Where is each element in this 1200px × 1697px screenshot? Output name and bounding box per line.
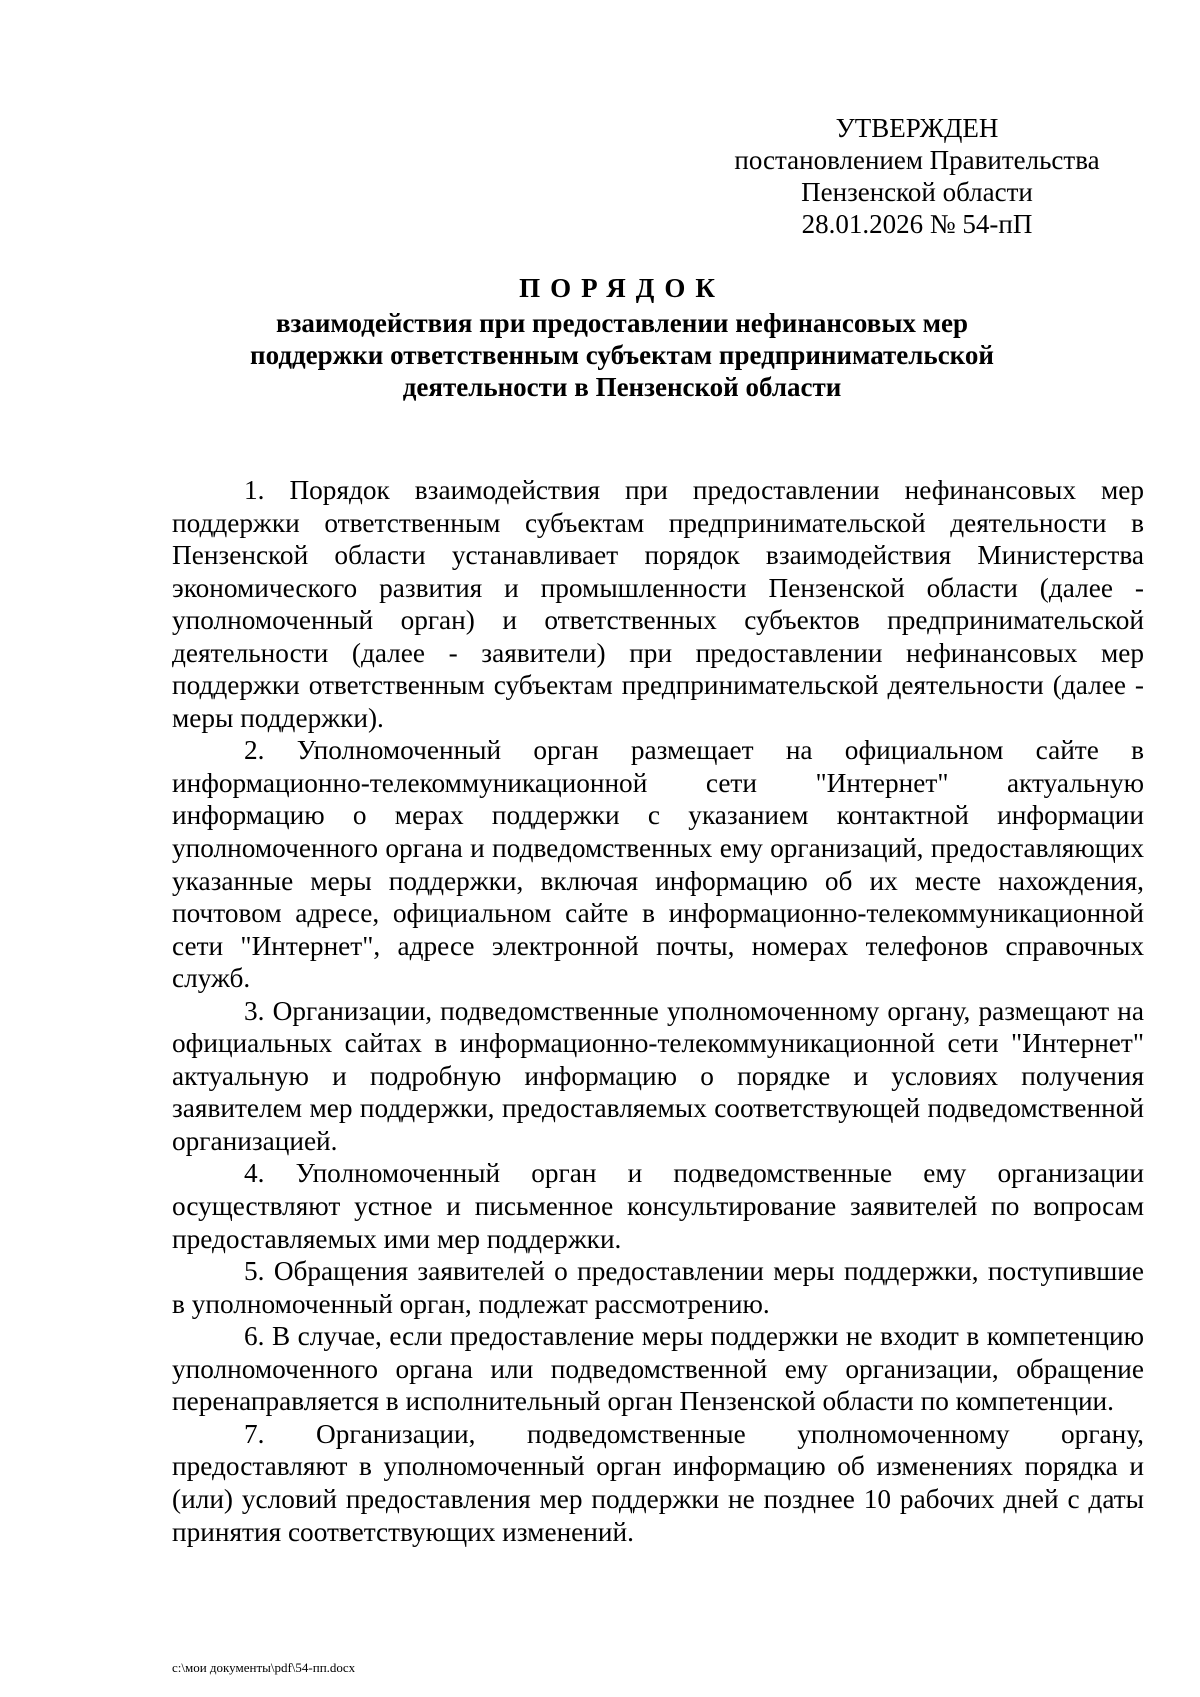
paragraph-2: 2. Уполномоченный орган размещает на официальном сайте в информационно-телекоммуникационной сети "Интернет" актуальную информацию о мерах поддержки с указанием контактной информации уполномоченного органа и подведомственных ему организаций, предоставляющих указанные меры поддержки, включая информацию об их месте нахождения, почтовом адресе, официальном сайте в информационно-телекоммуникационной сети "Интернет", адресе электронной почты, номерах телефонов справочных служб.	[172, 735, 1144, 994]
title-line-1: взаимодействия при предоставлении нефинансовых мер	[275, 308, 969, 338]
approval-region: Пензенской области	[801, 177, 1033, 207]
file-path-footer: c:\мои документы\pdf\54-пп.docx	[172, 1660, 356, 1675]
title-line-3: деятельности в Пензенской области	[402, 372, 842, 402]
document-body	[172, 474, 1144, 1548]
document-title	[172, 272, 1072, 403]
paragraph-5: 5. Обращения заявителей о предоставлении меры поддержки, поступившие в уполномоченный орган, подлежат рассмотрению.	[172, 1256, 1144, 1319]
approval-heading: УТВЕРЖДЕН	[835, 113, 999, 143]
paragraph-4: 4. Уполномоченный орган и подведомственные ему организации осуществляют устное и письменное консультирование заявителей по вопросам предоставляемых ими мер поддержки.	[172, 1158, 1144, 1254]
paragraph-3: 3. Организации, подведомственные уполномоченному органу, размещают на официальных сайтах в информационно-телекоммуникационной сети "Интернет" актуальную и подробную информацию о порядке и условиях получения заявителем мер поддержки, предоставляемых соответствующей подведомственной организацией.	[172, 995, 1144, 1156]
paragraph-6: 6. В случае, если предоставление меры поддержки не входит в компетенцию уполномоченного органа или подведомственной ему организации, обращение перенаправляется в исполнительный орган Пензенской области по компетенции.	[172, 1321, 1144, 1417]
approval-authority: постановлением Правительства	[734, 145, 1100, 175]
approval-date-number: 28.01.2026 № 54-пП	[801, 209, 1033, 239]
paragraph-1: 1. Порядок взаимодействия при предоставлении нефинансовых мер поддержки ответственным субъектам предпринимательской деятельности в Пензенской области устанавливает порядок взаимодействия Министерства экономического развития и промышленности Пензенской области (далее - уполномоченный орган) и ответственных субъектов предпринимательской деятельности (далее - заявители) при предоставлении нефинансовых мер поддержки ответственным субъектам предпринимательской деятельности (далее - меры поддержки).	[172, 475, 1144, 733]
approval-stamp	[722, 112, 1112, 240]
title-main: ПОРЯДОК	[519, 273, 725, 303]
title-line-2: поддержки ответственным субъектам предпринимательской	[250, 340, 994, 370]
paragraph-7: 7. Организации, подведомственные уполномоченному органу, предоставляют в уполномоченный орган информацию об изменениях порядка и (или) условий предоставления мер поддержки не позднее 10 рабочих дней с даты принятия соответствующих изменений.	[172, 1418, 1144, 1547]
